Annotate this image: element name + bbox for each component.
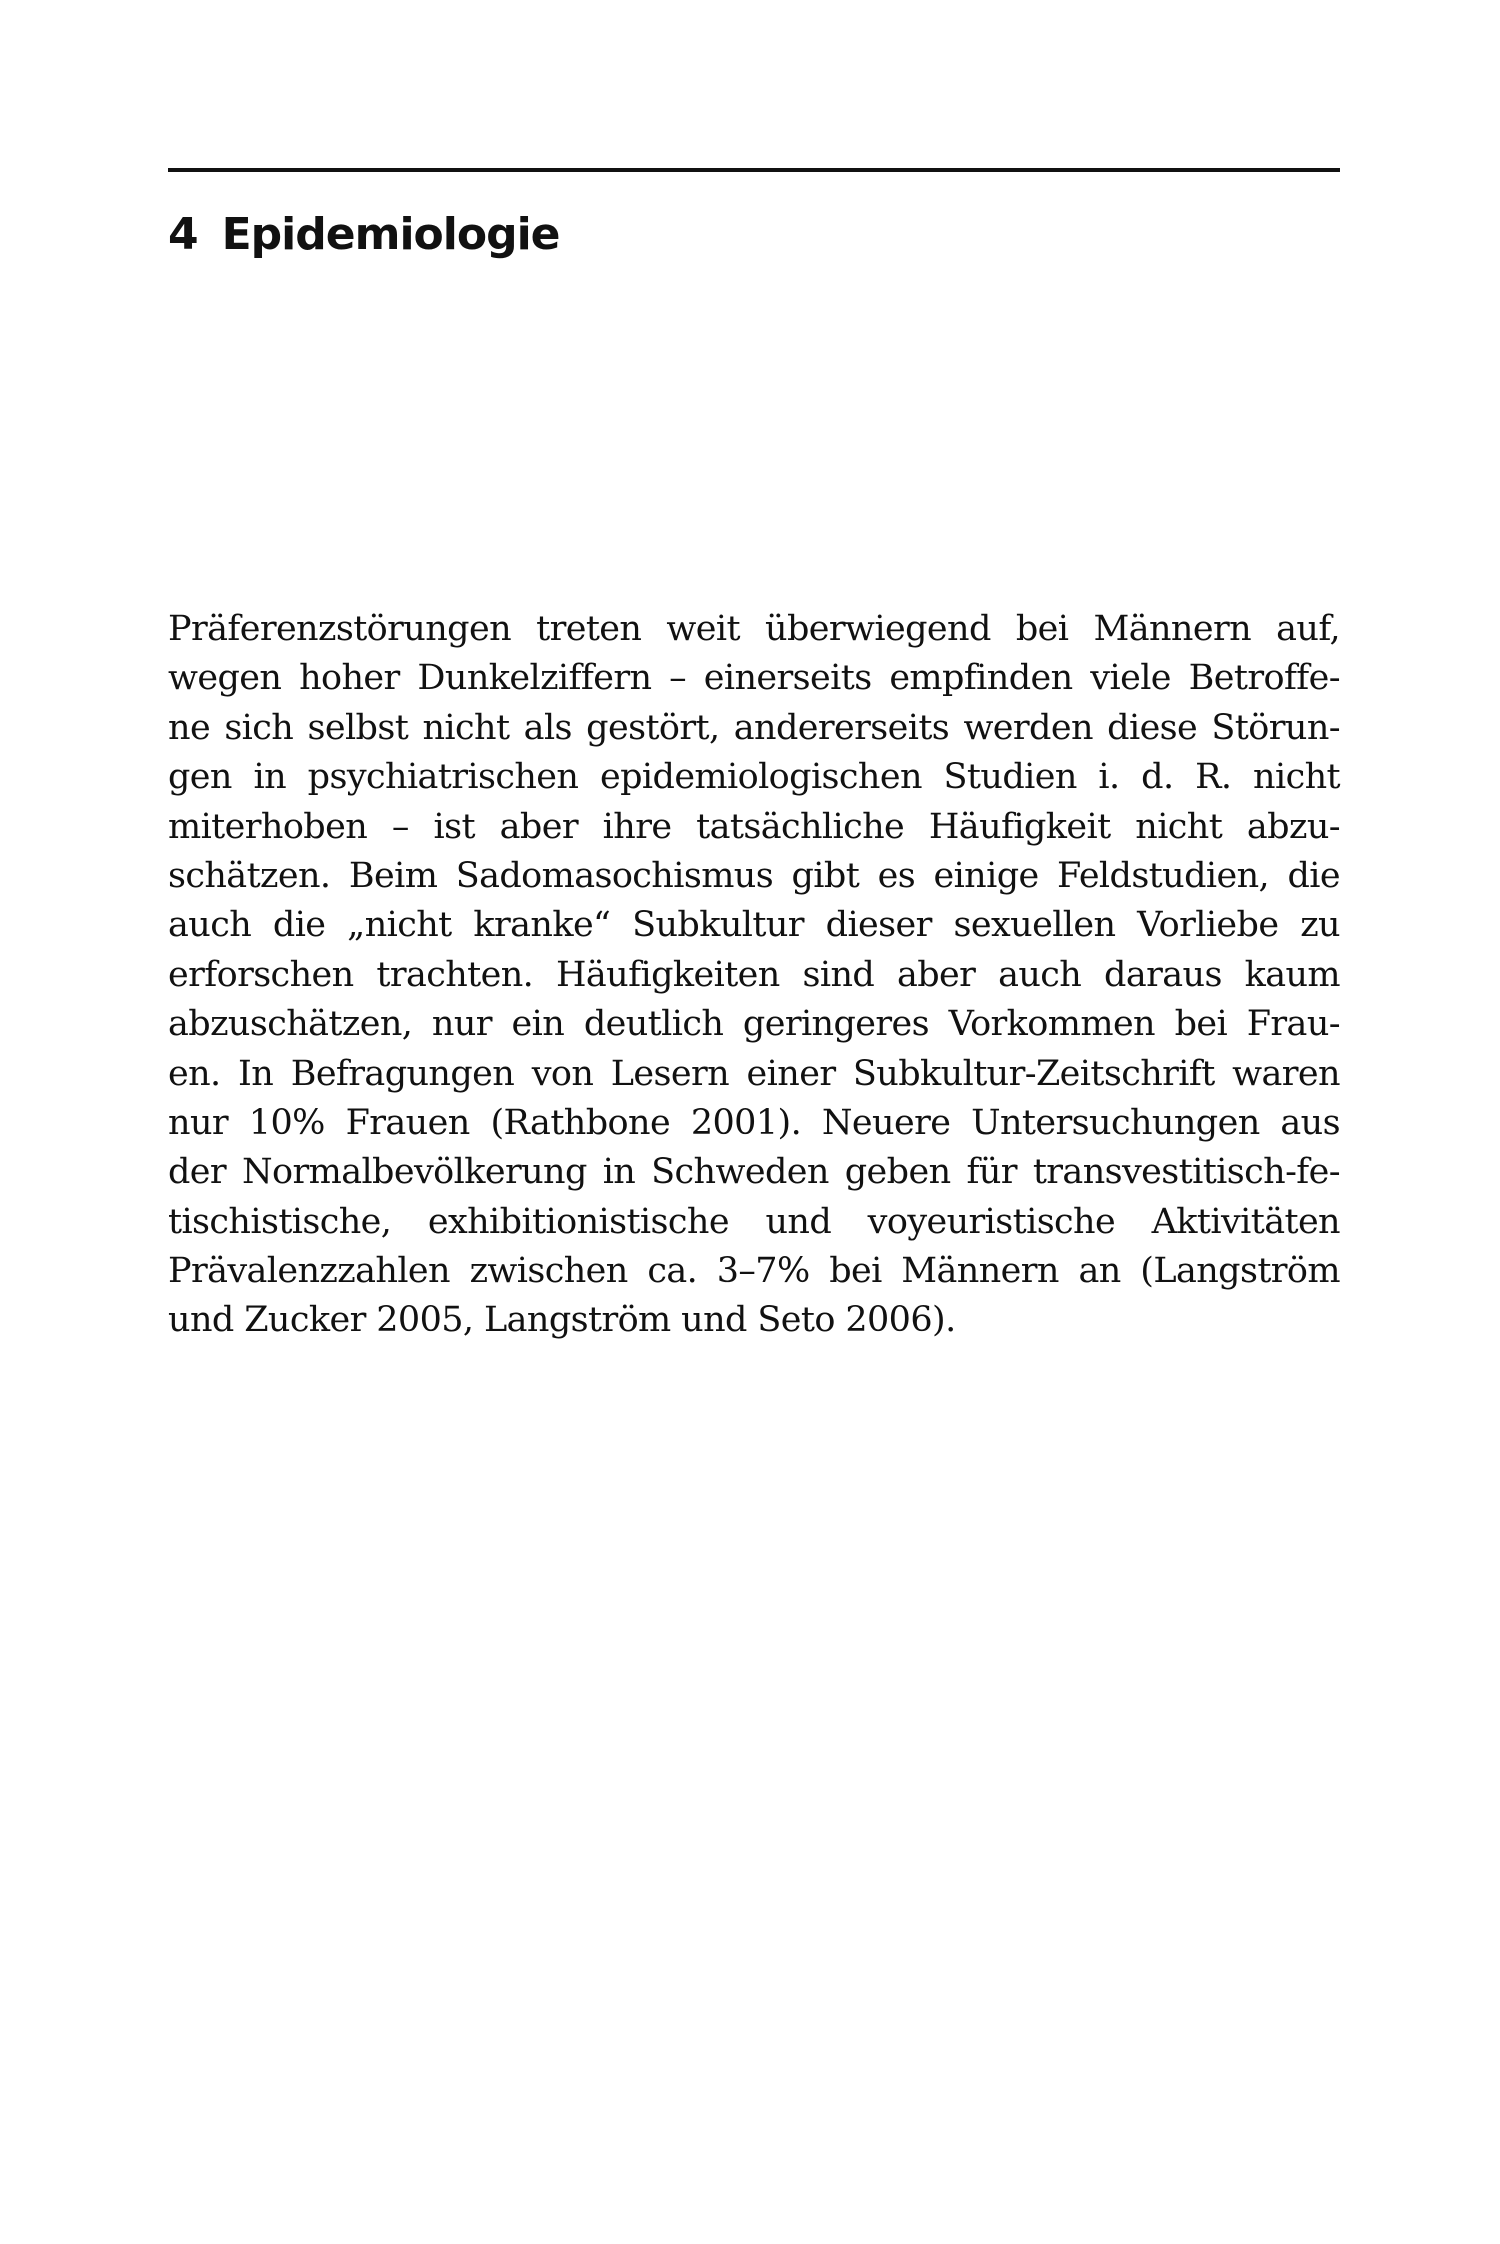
chapter-heading: [168, 206, 560, 264]
body-line: tischistische, exhibitionistische und voyeuristische Aktivitäten: [168, 1201, 1340, 1242]
chapter-title: Epidemiologie: [221, 209, 560, 260]
body-line: gen in psychiatrischen epidemiologischen Studien i. d. R. nicht: [168, 757, 1340, 798]
body-line: schätzen. Beim Sadomasochismus gibt es einige Feldstudien, die: [168, 855, 1340, 896]
body-line: auch die „nicht kranke“ Subkultur dieser sexuellen Vorliebe zu: [168, 905, 1340, 946]
body-line: miterhoben – ist aber ihre tatsächliche Häufigkeit nicht abzu-: [168, 806, 1340, 847]
chapter-top-rule: [168, 168, 1340, 172]
body-line: erforschen trachten. Häufigkeiten sind aber auch daraus kaum: [168, 954, 1340, 995]
body-line: en. In Befragungen von Lesern einer Subkultur-Zeitschrift waren: [168, 1053, 1340, 1094]
body-line: Prävalenzzahlen zwischen ca. 3–7% bei Männern an (Langström: [168, 1251, 1340, 1292]
body-paragraph: [168, 605, 1340, 1346]
body-line: Präferenzstörungen treten weit überwiegend bei Männern auf,: [168, 609, 1340, 649]
body-line: abzuschätzen, nur ein deutlich geringeres Vorkommen bei Frau-: [168, 1004, 1340, 1045]
body-line: wegen hoher Dunkelziffern – einerseits empfinden viele Betroffe-: [168, 658, 1340, 699]
chapter-number: 4: [168, 209, 198, 260]
body-line: der Normalbevölkerung in Schweden geben für transvestitisch-fe-: [168, 1152, 1340, 1193]
body-line: und Zucker 2005, Langström und Seto 2006).: [168, 1300, 956, 1341]
body-line: nur 10% Frauen (Rathbone 2001). Neuere Untersuchungen aus: [168, 1102, 1340, 1143]
body-line: ne sich selbst nicht als gestört, andererseits werden diese Störun-: [168, 707, 1340, 748]
